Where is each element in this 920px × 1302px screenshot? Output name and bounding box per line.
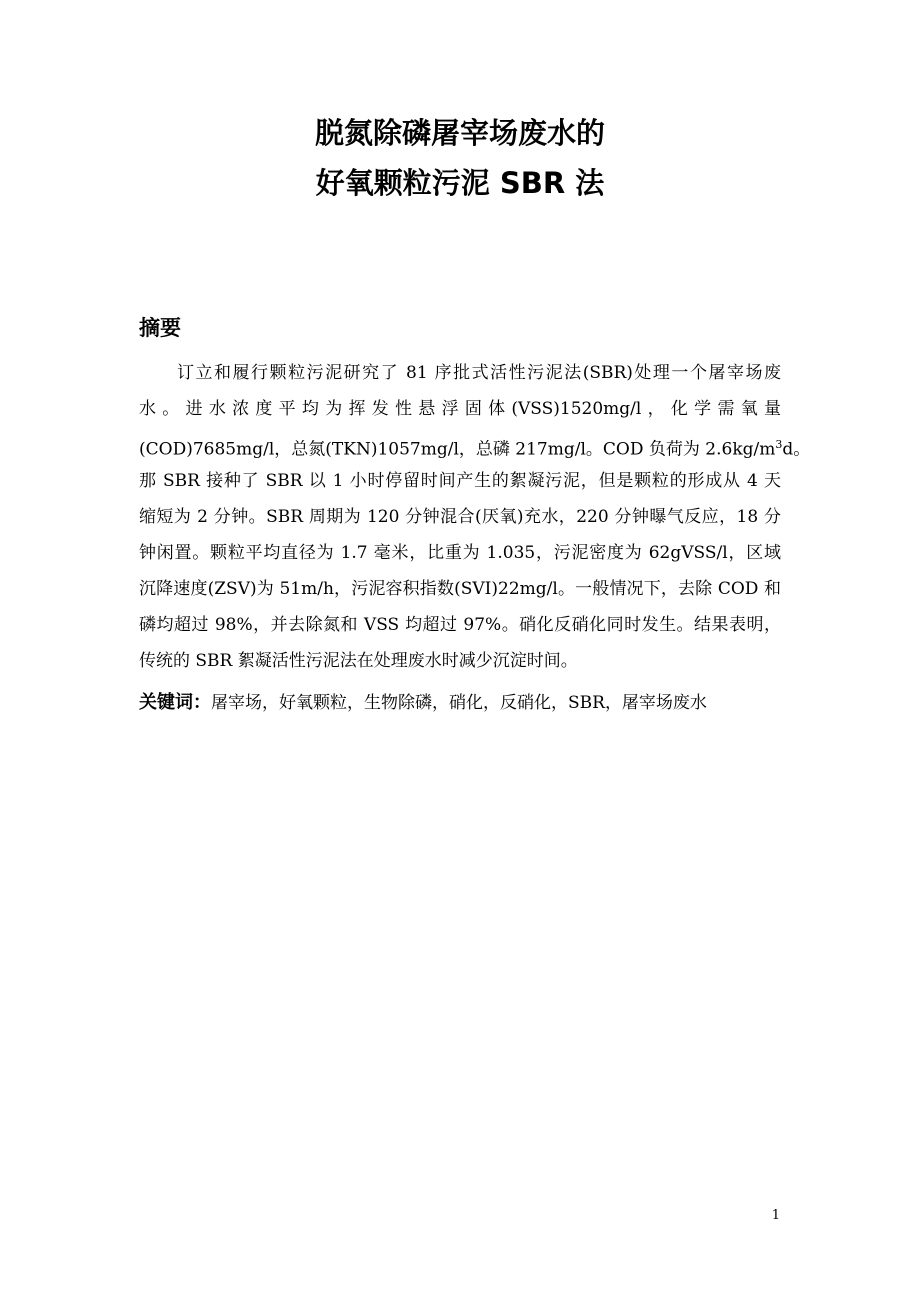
keywords (139, 688, 789, 718)
document-title (0, 108, 920, 208)
abstract-line-3 (139, 427, 811, 463)
abstract-line-4: 那 SBR 接种了 SBR 以 1 小时停留时间产生的絮凝污泥，但是颗粒的形成从 4 天 (139, 471, 781, 491)
keywords-label: 关键词： (139, 692, 211, 713)
abstract-line-2: 水。进水浓度平均为挥发性悬浮固体(VSS)1520mg/l，化学需氧量 (139, 399, 781, 419)
abstract-line-3-tail: d。 (782, 439, 811, 460)
abstract-line-9: 传统的 SBR 絮凝活性污泥法在处理废水时减少沉淀时间。 (139, 651, 578, 671)
abstract-line-3-superscript: 3 (775, 438, 783, 451)
abstract-line-5: 缩短为 2 分钟。SBR 周期为 120 分钟混合(厌氧)充水，220 分钟曝气反应，18 分 (139, 507, 781, 527)
abstract-heading: 摘要 (139, 316, 181, 340)
abstract-line-6: 钟闲置。颗粒平均直径为 1.7 毫米，比重为 1.035，污泥密度为 62gVSS/l，区域 (139, 543, 781, 563)
abstract-line-7: 沉降速度(ZSV)为 51m/h，污泥容积指数(SVI)22mg/l。一般情况下，去除 COD 和 (139, 579, 781, 599)
page-number: 1 (771, 1208, 780, 1223)
abstract-line-3-text: (COD)7685mg/l，总氮(TKN)1057mg/l，总磷 217mg/l。COD 负荷为 2.6kg/m (139, 439, 776, 460)
abstract-line-1: 订立和履行颗粒污泥研究了 81 序批式活性污泥法(SBR)处理一个屠宰场废 (177, 363, 781, 383)
title-line-1: 脱氮除磷屠宰场废水的 (314, 116, 605, 150)
keywords-text: 屠宰场，好氧颗粒，生物除磷，硝化，反硝化，SBR，屠宰场废水 (211, 693, 707, 713)
abstract-body (139, 355, 811, 679)
abstract-line-8: 磷均超过 98%，并去除氮和 VSS 均超过 97%。硝化反硝化同时发生。结果表明， (139, 615, 781, 635)
title-line-2: 好氧颗粒污泥 SBR 法 (315, 166, 605, 200)
